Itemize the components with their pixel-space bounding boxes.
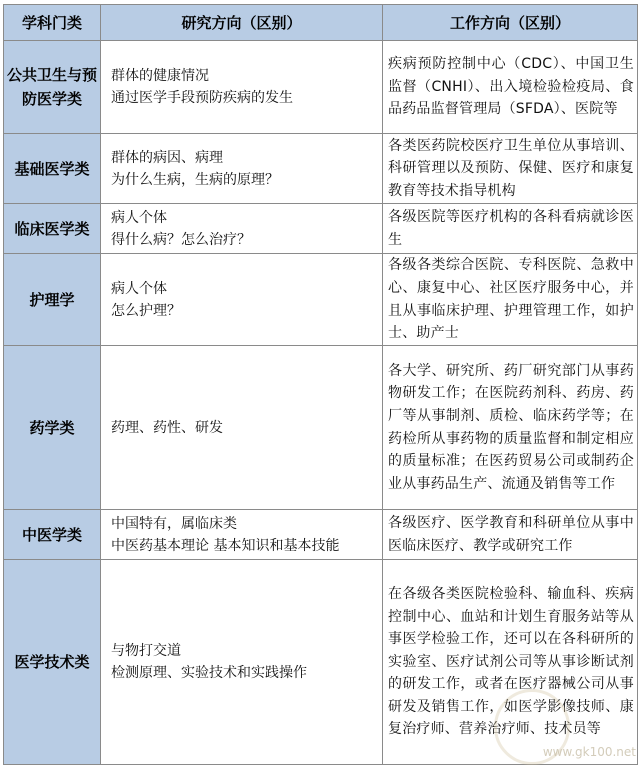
research-line: 怎么护理？ [111,302,181,319]
research-line: 药理、药性、研发 [111,419,223,436]
category-cell: 基础医学类 [4,134,101,204]
research-cell [101,134,383,204]
research-cell [101,346,383,510]
research-cell [101,510,383,560]
research-line: 通过医学手段预防疾病的发生 [111,90,293,106]
category-cell: 中医学类 [4,510,101,560]
research-line: 中医药基本理论 基本知识和基本技能 [111,537,340,554]
table-row [4,134,638,204]
research-cell [101,204,383,254]
research-line: 与物打交道 [111,643,181,659]
research-cell [101,560,383,765]
research-line: 得什么病？怎么治疗？ [111,231,251,248]
category-cell: 临床医学类 [4,204,101,254]
research-line: 为什么生病，生病的原理？ [111,171,279,188]
header-work: 工作方向（区别） [383,5,638,41]
header-category: 学科门类 [4,5,101,41]
majors-comparison-table [3,4,638,765]
work-cell: 各级各类综合医院、专科医院、急救中心、康复中心、社区医疗服务中心，并且从事临床护理、护理管理工作，如护士、助产士 [383,254,638,346]
work-cell: 各级医疗、医学教育和科研单位从事中医临床医疗、教学或研究工作 [383,510,638,560]
table-row [4,510,638,560]
category-cell: 医学技术类 [4,560,101,765]
watermark-text: www.gk100.net [542,745,636,759]
table-row [4,254,638,346]
header-row [4,5,638,41]
work-cell: 各类医药院校医疗卫生单位从事培训、科研管理以及预防、保健、医疗和康复教育等技术指导机构 [383,134,638,204]
category-cell: 护理学 [4,254,101,346]
research-line: 群体的病因、病理 [111,149,223,166]
work-cell: 各级医院等医疗机构的各科看病就诊医生 [383,204,638,254]
research-cell [101,254,383,346]
work-cell: 在各级各类医院检验科、输血科、疾病控制中心、血站和计划生育服务站等从事医学检验工作，还可以在各科研所的实验室、医疗试剂公司等从事诊断试剂的研发工作，或者在医疗器械公司从事研发及销售工作，如医学影像技师、康复治疗师、营养治疗师、技术员等 [383,560,638,765]
research-line: 中国特有，属临床类 [111,515,237,532]
research-line: 检测原理、实验技术和实践操作 [111,665,307,681]
research-cell [101,41,383,134]
header-research: 研究方向（区别） [101,5,383,41]
category-cell: 公共卫生与预防医学类 [4,41,101,134]
research-line: 病人个体 [111,209,167,226]
research-line: 病人个体 [111,280,167,297]
table-row [4,346,638,510]
work-cell: 疾病预防控制中心（CDC）、中国卫生监督（CNHI）、出入境检验检疫局、食品药品监督管理局（SFDA）、医院等 [383,41,638,134]
research-line: 群体的健康情况 [111,68,209,84]
work-cell: 各大学、研究所、药厂研究部门从事药物研发工作；在医院药剂科、药房、药厂等从事制剂、质检、临床药学等；在药检所从事药物的质量监督和制定相应的质量标准；在医药贸易公司或制药企业从事药品生产、流通及销售等工作 [383,346,638,510]
table-row [4,204,638,254]
table-row [4,41,638,134]
category-cell: 药学类 [4,346,101,510]
